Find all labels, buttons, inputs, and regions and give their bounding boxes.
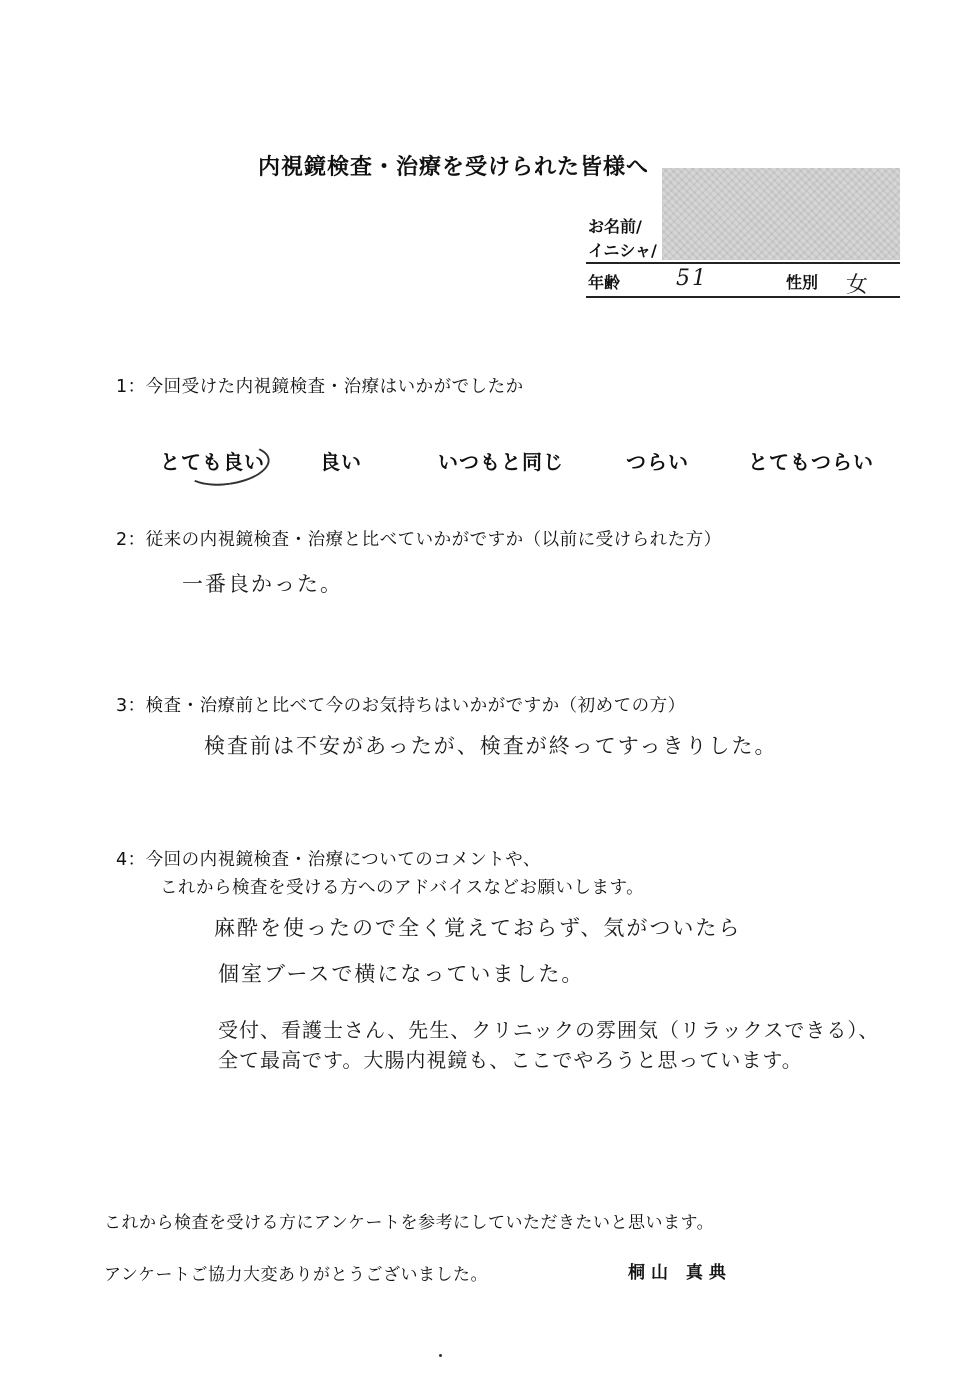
- footer-line-2: アンケートご協力大変ありがとうございました。: [104, 1265, 488, 1285]
- answer-4-line-2: 個室ブースで横になっていました。: [218, 962, 585, 986]
- initial-label: イニシャ/: [588, 241, 657, 260]
- answer-3: 検査前は不安があったが、検査が終ってすっきりした。: [204, 734, 778, 758]
- age-value: 51: [676, 266, 708, 291]
- age-label: 年齢: [588, 273, 621, 292]
- answer-2: 一番良かった。: [182, 572, 343, 596]
- question-1: 1：今回受けた内視鏡検査・治療はいかがでしたか: [116, 377, 524, 397]
- name-label: お名前/: [588, 217, 642, 236]
- option-good: 良い: [320, 450, 362, 474]
- question-3: 3：検査・治療前と比べて今のお気持ちはいかがですか（初めての方）: [116, 696, 686, 716]
- question-4-line-2: これから検査を受ける方へのアドバイスなどお願いします。: [160, 878, 645, 898]
- page-title: 内視鏡検査・治療を受けられた皆様へ: [258, 155, 650, 180]
- option-very-good: とても良い: [160, 450, 265, 474]
- age-underline: [586, 296, 900, 298]
- question-2: 2：従来の内視鏡検査・治療と比べていかがですか（以前に受けられた方）: [116, 530, 722, 550]
- gender-value: 女: [846, 273, 871, 298]
- question-4-line-1: 4：今回の内視鏡検査・治療についてのコメントや、: [116, 850, 541, 870]
- gender-label: 性別: [786, 273, 819, 292]
- answer-4-line-3: 受付、看護士さん、先生、クリニックの雰囲気（リラックスできる）、: [218, 1018, 880, 1042]
- option-hard: つらい: [626, 450, 689, 474]
- option-same-as-usual: いつもと同じ: [438, 450, 564, 474]
- stray-dot: [439, 1354, 442, 1357]
- redacted-name-area: [662, 168, 900, 260]
- signature: 桐山 真典: [628, 1263, 732, 1283]
- option-very-hard: とてもつらい: [748, 450, 874, 474]
- name-underline: [586, 262, 900, 264]
- footer-line-1: これから検査を受ける方にアンケートを参考にしていただきたいと思います。: [104, 1213, 715, 1233]
- answer-4-line-1: 麻酔を使ったので全く覚えておらず、気がついたら: [214, 916, 742, 940]
- answer-4-line-4: 全て最高です。大腸内視鏡も、ここでやろうと思っています。: [218, 1048, 803, 1072]
